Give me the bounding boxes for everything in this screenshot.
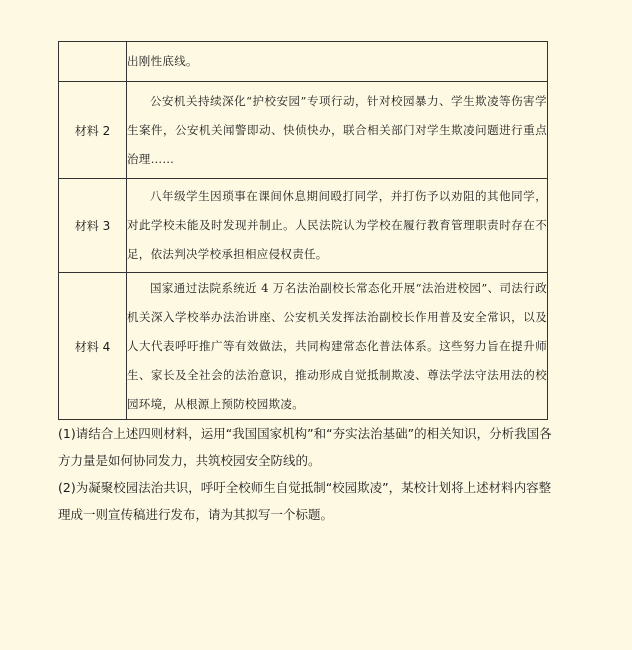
question-1: (1)请结合上述四则材料，运用“我国国家机构”和“夯实法治基础”的相关知识，分析我国各方力量是如何协同发力，共筑校园安全防线的。	[58, 426, 552, 468]
material-row-continued	[59, 42, 548, 82]
question-2: (2)为凝聚校园法治共识，呼吁全校师生自觉抵制“校园欺凌”，某校计划将上述材料内容整理成一则宣传稿进行发布，请为其拟写一个标题。	[58, 480, 552, 522]
material-label: 材料 3	[59, 179, 127, 273]
material-text	[127, 179, 548, 273]
material-text	[127, 273, 548, 420]
material-row-2	[59, 82, 548, 179]
material-text	[127, 42, 548, 82]
material-text	[127, 82, 548, 179]
materials-table	[58, 41, 548, 420]
material-label: 材料 2	[59, 82, 127, 179]
material-label: 材料 4	[59, 273, 127, 420]
material-paragraph: 出刚性底线。	[127, 54, 198, 68]
material-row-4	[59, 273, 548, 420]
material-paragraph: 公安机关持续深化“护校安园”专项行动，针对校园暴力、学生欺凌等伤害学生案件，公安机关闻警即动、快侦快办，联合相关部门对学生欺凌问题进行重点治理……	[127, 93, 547, 166]
material-paragraph: 国家通过法院系统近 4 万名法治副校长常态化开展“法治进校园”、司法行政机关深入学校举办法治讲座、公安机关发挥法治副校长作用普及安全常识，以及人大代表呼吁推广等有效做法，共同构建常态化普法体系。这些努力旨在提升师生、家长及全社会的法治意识，推动形成自觉抵制欺凌、尊法学法守法用法的校园环境，从根源上预防校园欺凌。	[127, 280, 547, 411]
material-label	[59, 42, 127, 82]
material-row-3	[59, 179, 548, 273]
material-paragraph: 八年级学生因琐事在课间休息期间殴打同学，并打伤予以劝阻的其他同学，对此学校未能及时发现并制止。人民法院认为学校在履行教育管理职责时存在不足，依法判决学校承担相应侵权责任。	[127, 189, 547, 261]
questions-block	[58, 420, 558, 528]
